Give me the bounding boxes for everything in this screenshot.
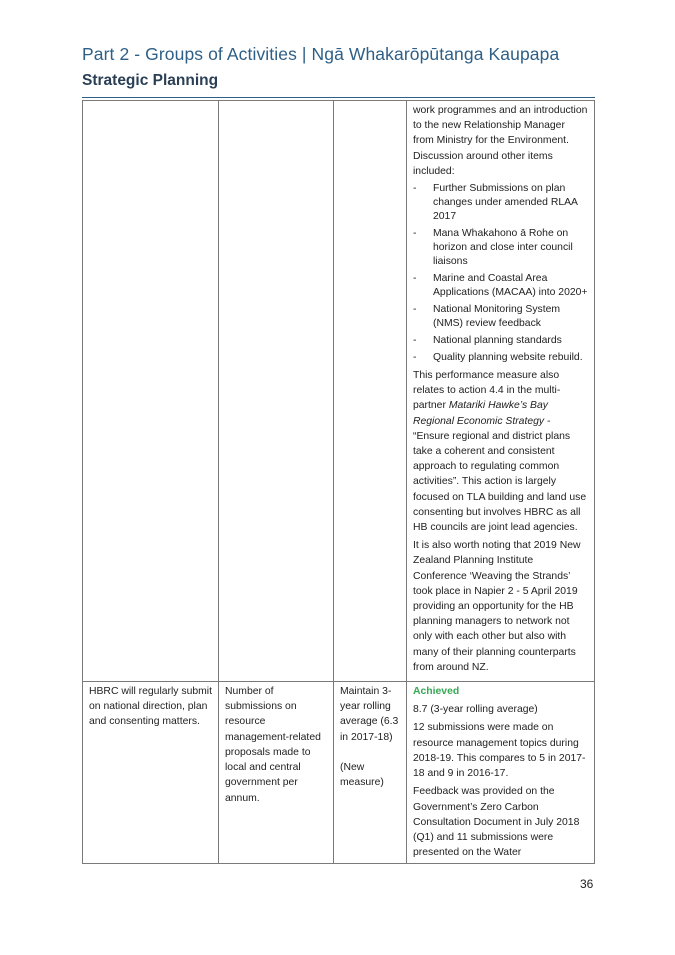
bullet-dash: - bbox=[413, 273, 417, 285]
page-number: 36 bbox=[580, 877, 594, 891]
performance-measure-text: Number of submissions on resource management-related proposals made to local and central government per annum. bbox=[225, 686, 321, 804]
commentary-cell bbox=[407, 101, 595, 682]
list-item bbox=[413, 334, 588, 348]
target-text: Maintain 3-year rolling average (6.3 in 2017-18) bbox=[340, 686, 399, 743]
performance-measure-cell bbox=[219, 101, 334, 682]
page-title: Strategic Planning bbox=[82, 72, 219, 89]
table-row bbox=[83, 682, 595, 864]
list-item-text: Marine and Coastal Area Applications (MACAA) into 2020+ bbox=[433, 273, 588, 299]
bullet-dash: - bbox=[413, 183, 417, 195]
list-item-text: National Monitoring System (NMS) review feedback bbox=[433, 304, 561, 330]
list-item bbox=[413, 272, 588, 300]
commentary-cell bbox=[407, 682, 595, 864]
level-of-service-cell bbox=[83, 682, 219, 864]
rolling-average-text: 8.7 (3-year rolling average) bbox=[413, 704, 538, 716]
strategy-text-after: - “Ensure regional and district plans take a coherent and consistent approach to regulating common activities”. This action is largely focused on TLA building and land use consenting but involves HBRC as all HB councils are joint lead agencies. bbox=[413, 415, 587, 534]
bullet-dash: - bbox=[413, 352, 417, 364]
list-item-text: Mana Whakahono ā Rohe on horizon and close inter council liaisons bbox=[433, 228, 573, 268]
performance-table bbox=[82, 100, 595, 864]
section-title: Part 2 - Groups of Activities | Ngā Whakarōpūtanga Kaupapa bbox=[82, 44, 560, 64]
level-of-service-cell bbox=[83, 101, 219, 682]
strategy-text-before: This performance measure also relates to action 4.4 in the multi-partner bbox=[413, 370, 561, 412]
strategy-paragraph bbox=[413, 368, 588, 535]
list-item-text: National planning standards bbox=[433, 335, 562, 347]
target-cell bbox=[334, 682, 407, 864]
bullet-dash: - bbox=[413, 335, 417, 347]
conference-paragraph: It is also worth noting that 2019 New Zealand Planning Institute Conference ‘Weaving the Strands’ took place in Napier 2 - 5 April 2019 providing an opportunity for the HB planning managers to network not only with each other but also with many of their planning counterparts from around NZ. bbox=[413, 540, 581, 673]
feedback-paragraph: Feedback was provided on the Government’s Zero Carbon Consultation Document in July 2018 (Q1) and 11 submissions were presented on the Water bbox=[413, 786, 580, 859]
discussion-items-list bbox=[413, 182, 588, 365]
bullet-dash: - bbox=[413, 304, 417, 316]
header-divider bbox=[82, 97, 595, 98]
list-item bbox=[413, 303, 588, 331]
bullet-dash: - bbox=[413, 228, 417, 240]
level-of-service-text: HBRC will regularly submit on national direction, plan and consenting matters. bbox=[89, 686, 212, 728]
list-item-text: Quality planning website rebuild. bbox=[433, 352, 583, 364]
table-row bbox=[83, 101, 595, 682]
target-cell bbox=[334, 101, 407, 682]
status-badge: Achieved bbox=[413, 686, 460, 698]
strategy-name: Matariki Hawke’s Bay Regional Economic Strategy bbox=[413, 400, 548, 427]
submissions-paragraph: 12 submissions were made on resource management topics during 2018-19. This compares to 5 in 2017-18 and 9 in 2016-17. bbox=[413, 722, 586, 780]
list-item-text: Further Submissions on plan changes under amended RLAA 2017 bbox=[433, 183, 578, 223]
commentary-intro: work programmes and an introduction to the new Relationship Manager from Ministry for the Environment. Discussion around other items included: bbox=[413, 105, 588, 177]
new-measure-note: (New measure) bbox=[340, 761, 384, 789]
list-item bbox=[413, 182, 588, 224]
list-item bbox=[413, 351, 588, 365]
performance-measure-cell bbox=[219, 682, 334, 864]
list-item bbox=[413, 227, 588, 269]
